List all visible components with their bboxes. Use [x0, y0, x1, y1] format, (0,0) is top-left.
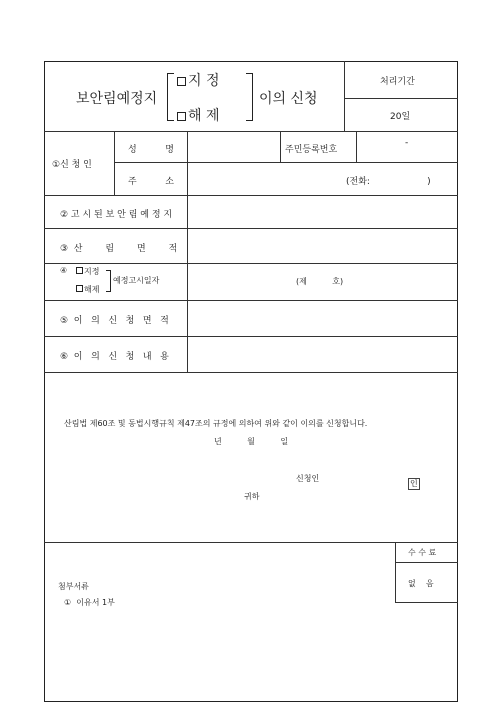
right-bracket: [246, 73, 253, 121]
row-objection-area-label: ⑤ 이 의 신 청 면 적: [60, 316, 169, 326]
checkbox-designate[interactable]: [177, 77, 186, 86]
row-notice-date-num: ④: [60, 266, 68, 275]
line-r6-bottom: [44, 372, 458, 373]
line-fee-mid: [395, 562, 458, 563]
option-designate-label: 지 정: [188, 73, 220, 89]
line-name-right: [280, 131, 281, 162]
row-notice-date-label: 예정고시일자: [113, 276, 160, 285]
fee-label: 수 수 료: [408, 548, 437, 557]
seal-label: 인: [410, 479, 418, 488]
name-label: 성 명: [128, 145, 174, 155]
line-period-left: [344, 61, 345, 131]
line-fee-left: [395, 542, 396, 602]
line-r3-bottom: [44, 263, 458, 264]
row-objection-content-label: ⑥ 이 의 신 청 내 용: [60, 352, 169, 362]
checkbox-notice-designate[interactable]: [76, 267, 83, 274]
row-forest-area-label: ③ 산 림 면 적: [60, 244, 178, 254]
row-forest-area-field[interactable]: [188, 229, 457, 262]
line-applicant-mid: [114, 162, 458, 163]
applicant-section-label: ①신 청 인: [52, 160, 92, 170]
id-number-separator: -: [405, 138, 409, 148]
id-number-label: 주민등록번호: [285, 145, 338, 155]
row-notice-option-a: [76, 266, 99, 277]
notice-bracket: [106, 270, 111, 292]
left-bracket: [167, 73, 174, 121]
attachment-title: 첨부서류: [58, 582, 89, 591]
title-right: 이의 신청: [259, 91, 318, 107]
row-objection-area-field[interactable]: [188, 301, 457, 335]
line-fee-bottom: [395, 602, 458, 603]
option-designate: [177, 70, 220, 90]
seal-mark: [408, 471, 420, 490]
row-notice-option-b-label: 해제: [84, 285, 100, 294]
statement-text: 산림법 제60조 및 동법시행규칙 제47조의 규정에 의하여 위와 같이 이의를 신청합니다.: [64, 419, 368, 428]
name-field[interactable]: [188, 132, 279, 161]
line-applicant-label-right: [114, 131, 115, 195]
statement-date[interactable]: 년 월 일: [214, 437, 289, 446]
line-period-mid: [344, 98, 458, 99]
period-label: 처리기간: [380, 77, 415, 87]
checkbox-release[interactable]: [177, 112, 186, 121]
option-release: [177, 105, 220, 125]
row-notice-number-field[interactable]: (제 호): [296, 277, 344, 286]
period-value: 20일: [390, 112, 411, 122]
phone-field[interactable]: (전화: ): [346, 177, 431, 187]
id-number-field[interactable]: [357, 132, 457, 161]
title-left: 보안림예정지: [76, 91, 158, 107]
checkbox-notice-release[interactable]: [76, 285, 83, 292]
statement-applicant-label: 신청인: [296, 474, 320, 483]
statement-recipient: 귀하: [244, 492, 260, 501]
option-release-label: 해 제: [188, 108, 220, 124]
row-notified-forest-field[interactable]: [188, 196, 457, 227]
address-label: 주 소: [128, 177, 174, 187]
fee-value: 없 음: [408, 579, 434, 588]
row-notice-option-a-label: 지정: [84, 267, 100, 276]
row-notified-forest-label: ② 고 시 된 보 안 림 예 정 지: [60, 210, 173, 220]
attachment-item: ① 이유서 1부: [64, 598, 115, 607]
row-notice-option-b: [76, 284, 99, 295]
row-objection-content-field[interactable]: [188, 337, 457, 371]
